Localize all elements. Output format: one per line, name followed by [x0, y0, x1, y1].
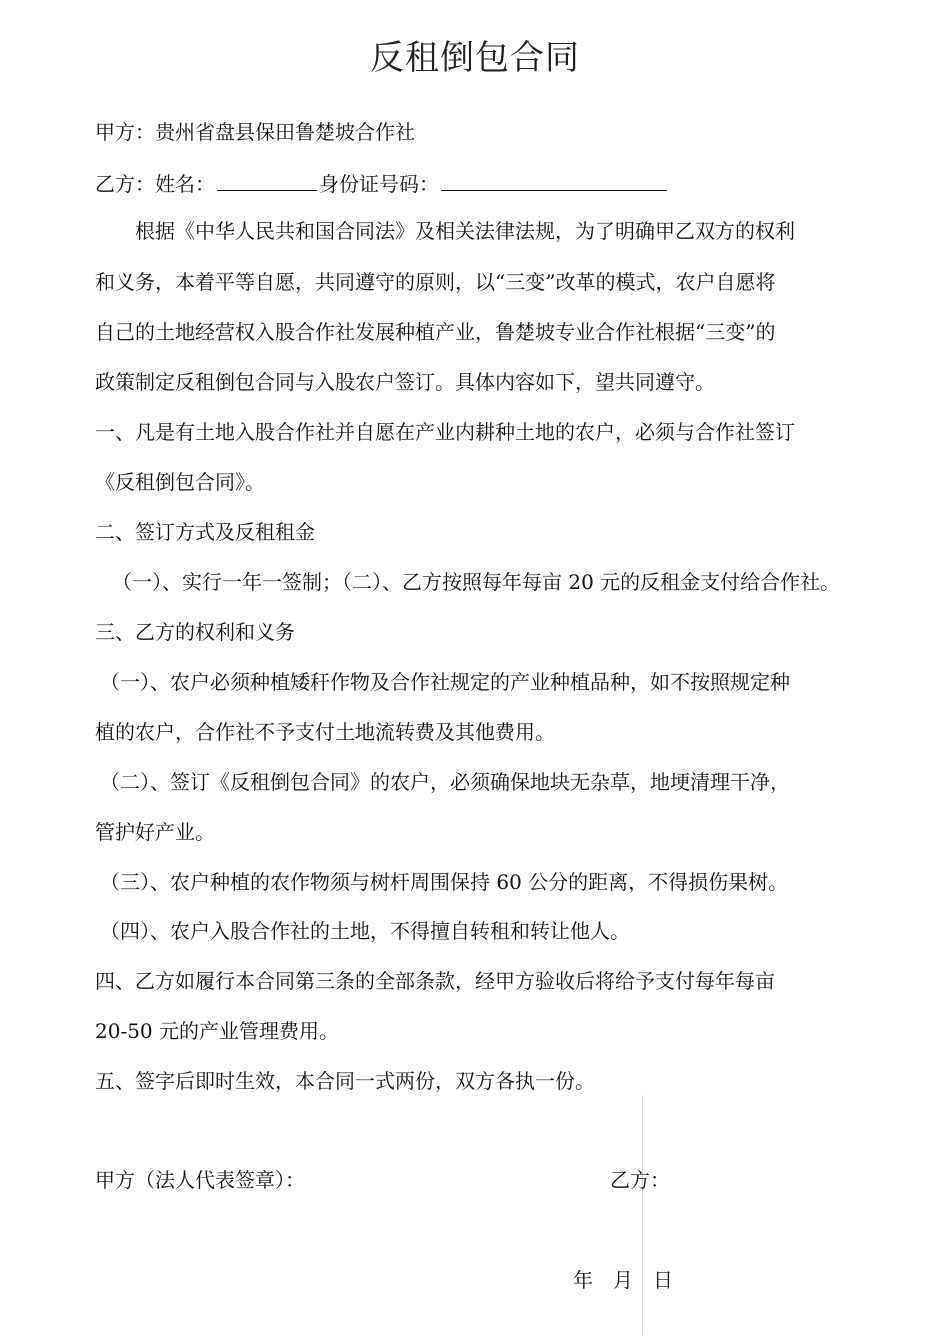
- paragraph-line: 自己的土地经营权入股合作社发展种植产业，鲁楚坡专业合作社根据“三变”的: [95, 320, 776, 344]
- clause-5-line: 五、签字后即时生效，本合同一式两份，双方各执一份。: [95, 1069, 595, 1093]
- paragraph-line: 政策制定反租倒包合同与入股农户签订。具体内容如下，望共同遵守。: [95, 370, 715, 394]
- clause-3-item: 管护好产业。: [95, 820, 215, 844]
- vertical-divider: [642, 1095, 643, 1335]
- clause-3-item: （二）、签订《反租倒包合同》的农户，必须确保地块无杂草，地埂清理干净，: [100, 770, 790, 794]
- clause-3-item: （三）、农户种植的农作物须与树杆周围保持 60 公分的距离，不得损伤果树。: [100, 870, 789, 894]
- id-number-label: 身份证号码：: [319, 172, 439, 196]
- name-blank: [217, 168, 317, 191]
- signature-date: 年 月 日: [573, 1268, 673, 1292]
- party-b-name-label: 乙方：姓名：: [95, 172, 215, 196]
- clause-1-line: 《反租倒包合同》。: [95, 470, 265, 494]
- party-a-line: 甲方：贵州省盘县保田鲁楚坡合作社: [95, 120, 415, 144]
- clause-3-heading: 三、乙方的权利和义务: [95, 620, 295, 644]
- clause-3-item: （四）、农户入股合作社的土地，不得擅自转租和转让他人。: [100, 919, 630, 943]
- paragraph-line: 和义务，本着平等自愿，共同遵守的原则，以“三变”改革的模式，农户自愿将: [95, 270, 776, 294]
- clause-4-line: 20-50 元的产业管理费用。: [95, 1019, 340, 1043]
- clause-2-heading: 二、签订方式及反租租金: [95, 520, 315, 544]
- clause-3-item: （一）、农户必须种植矮秆作物及合作社规定的产业种植品种，如不按照规定种: [100, 670, 790, 694]
- clause-4-line: 四、乙方如履行本合同第三条的全部条款，经甲方验收后将给予支付每年每亩: [95, 969, 775, 993]
- clause-3-item: 植的农户，合作社不予支付土地流转费及其他费用。: [95, 720, 555, 744]
- party-b-signature-label: 乙方：: [610, 1168, 670, 1192]
- document-title: 反租倒包合同: [370, 38, 580, 78]
- clause-2-content: （一）、实行一年一签制；（二）、乙方按照每年每亩 20 元的反租金支付给合作社。: [112, 570, 841, 594]
- party-a-signature-label: 甲方（法人代表签章）：: [95, 1168, 305, 1192]
- party-b-line: [95, 168, 667, 198]
- paragraph-line: 根据《中华人民共和国合同法》及相关法律法规，为了明确甲乙双方的权利: [135, 219, 795, 243]
- clause-1-line: 一、凡是有土地入股合作社并自愿在产业内耕种土地的农户，必须与合作社签订: [95, 420, 795, 444]
- id-number-blank: [441, 168, 667, 191]
